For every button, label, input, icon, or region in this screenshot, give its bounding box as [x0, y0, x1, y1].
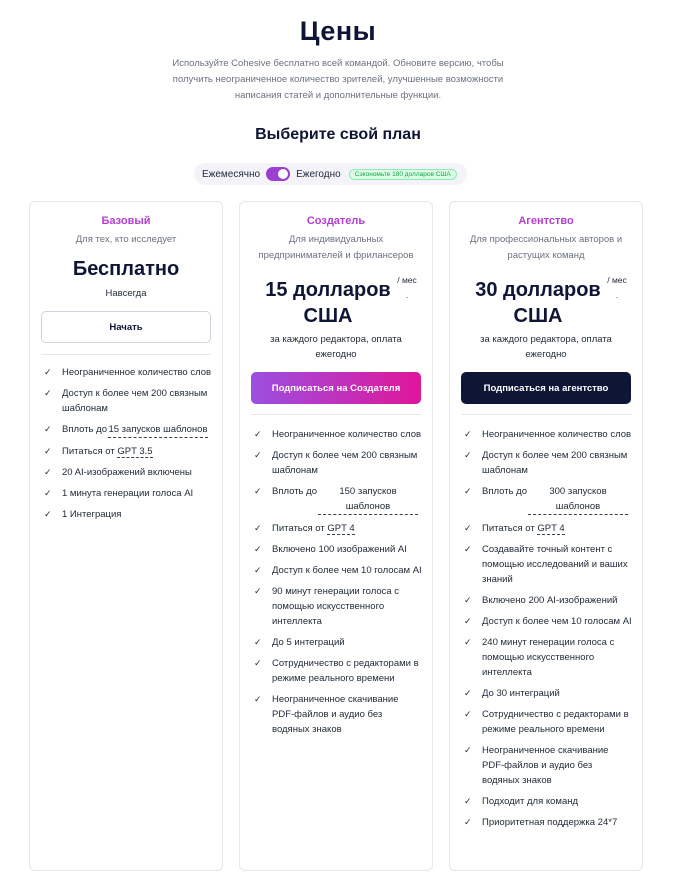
check-icon: ✓ [254, 637, 262, 647]
check-icon: ✓ [464, 523, 472, 533]
check-icon: ✓ [464, 544, 472, 554]
feature-item [254, 542, 422, 557]
feature-item [464, 448, 632, 478]
check-icon: ✓ [44, 424, 52, 434]
start-button[interactable]: Начать [41, 311, 211, 343]
feature-item [464, 743, 632, 788]
save-badge: Сэкономьте 180 долларов США [349, 169, 457, 180]
check-icon: ✓ [254, 486, 262, 496]
price-billing-note: за каждого редактора, оплата ежегодно [270, 334, 402, 360]
plan-price: 30 долларов США [475, 279, 601, 327]
check-icon: ✓ [464, 595, 472, 605]
feature-text: Неограниченное скачивание PDF-файлов и аудио без водяных знаков [482, 745, 609, 786]
feature-text: Приоритетная поддержка 24*7 [482, 817, 618, 828]
feature-item [44, 386, 212, 416]
feature-item [254, 692, 422, 737]
feature-text: Доступ к более чем 200 связным шаблонам [272, 450, 418, 476]
check-icon: ✓ [44, 367, 52, 377]
plan-name: Создатель [306, 215, 366, 227]
feature-text: 1 минута генерации голоса AI [62, 488, 194, 499]
toggle-knob [278, 169, 288, 179]
model-tooltip[interactable]: GPT 3.5 [117, 446, 153, 457]
check-icon: ✓ [254, 658, 262, 668]
plan-name: Базовый [101, 215, 151, 227]
feature-item [464, 427, 632, 442]
feature-text: 1 Интеграция [62, 509, 122, 520]
billing-period-switch [194, 163, 467, 185]
feature-text: Доступ к более чем 10 голосам AI [272, 565, 422, 576]
feature-text: Неограниченное скачивание PDF-файлов и аудио без водяных знаков [272, 694, 399, 735]
feature-item [464, 815, 632, 830]
feature-item [254, 635, 422, 650]
subscribe-creator-button[interactable]: Подписаться на Создателя [251, 372, 421, 404]
feature-text: Сотрудничество с редакторами в режиме реального времени [482, 709, 629, 735]
check-icon: ✓ [254, 429, 262, 439]
feature-item [254, 563, 422, 578]
divider [41, 354, 211, 355]
plan-price: Бесплатно [72, 258, 180, 280]
divider [251, 414, 421, 415]
feature-list [254, 427, 422, 743]
feature-text: Создавайте точный контент с помощью исследований и ваших знаний [482, 544, 628, 585]
feature-list [44, 365, 212, 528]
check-icon: ✓ [44, 388, 52, 398]
feature-text: Неограниченное количество слов [62, 367, 212, 378]
check-icon: ✓ [254, 694, 262, 704]
price-billing-note: за каждого редактора, оплата ежегодно [480, 334, 612, 360]
check-icon: ✓ [44, 509, 52, 519]
subscribe-agency-button[interactable]: Подписаться на агентство [461, 372, 631, 404]
model-tooltip[interactable]: GPT 4 [537, 523, 565, 534]
page-subtitle: Используйте Cohesive бесплатно всей командой. Обновите версию, чтобы получить неограниченное количество зрителей, улучшенные возможности написания статей и дополнительные функции. [172, 58, 504, 101]
feature-item [464, 614, 632, 629]
feature-prefix: Вплоть до [482, 486, 527, 497]
feature-item [44, 486, 212, 501]
feature-text: Подходит для команд [482, 796, 579, 807]
feature-item [254, 656, 422, 686]
feature-prefix: Питаться от [482, 523, 535, 534]
check-icon: ✓ [254, 450, 262, 460]
feature-prefix: Вплоть до [62, 424, 107, 435]
feature-text: 240 минут генерации голоса с помощью искусственного интеллекта [482, 637, 615, 678]
check-icon: ✓ [44, 467, 52, 477]
feature-text: Доступ к более чем 200 связным шаблонам [62, 388, 208, 414]
check-icon: ✓ [464, 688, 472, 698]
feature-text: Доступ к более чем 10 голосам AI [482, 616, 632, 627]
feature-prefix: Питаться от [272, 523, 325, 534]
feature-item [464, 593, 632, 608]
billing-toggle[interactable] [266, 167, 290, 181]
feature-text: Включено 200 AI-изображений [482, 595, 618, 606]
billing-monthly-label[interactable]: Ежемесячно [202, 168, 261, 180]
check-icon: ✓ [254, 523, 262, 533]
feature-text: До 5 интеграций [272, 637, 345, 648]
check-icon: ✓ [464, 745, 472, 755]
check-icon: ✓ [464, 637, 472, 647]
check-icon: ✓ [44, 488, 52, 498]
feature-list [464, 427, 632, 836]
plan-price: 15 долларов США [265, 279, 391, 327]
feature-item [464, 794, 632, 809]
feature-item [464, 521, 632, 536]
check-icon: ✓ [464, 709, 472, 719]
feature-prefix: Питаться от [62, 446, 115, 457]
check-icon: ✓ [464, 817, 472, 827]
feature-text: До 30 интеграций [482, 688, 560, 699]
check-icon: ✓ [464, 796, 472, 806]
plan-heading: Выберите свой план [255, 126, 421, 143]
feature-item [254, 584, 422, 629]
divider [461, 414, 631, 415]
price-unit: / мес . [607, 275, 627, 300]
feature-text: Включено 100 изображений AI [272, 544, 407, 555]
feature-item [464, 707, 632, 737]
feature-prefix: Вплоть до [272, 486, 317, 497]
price-note: Навсегда [105, 288, 147, 299]
check-icon: ✓ [44, 446, 52, 456]
feature-item [254, 427, 422, 442]
plan-description: Для индивидуальных предпринимателей и фрилансеров [258, 234, 414, 261]
plan-card-basic [29, 201, 223, 871]
page-title: Цены [299, 16, 377, 46]
check-icon: ✓ [464, 486, 472, 496]
plan-name: Агентство [518, 215, 574, 227]
plan-card-creator [239, 201, 433, 871]
plan-description: Для тех, кто исследует [75, 234, 177, 245]
check-icon: ✓ [464, 429, 472, 439]
feature-text: Сотрудничество с редакторами в режиме реального времени [272, 658, 419, 684]
feature-text: Неограниченное количество слов [272, 429, 422, 440]
plan-card-agency [449, 201, 643, 871]
feature-text: Неограниченное количество слов [482, 429, 632, 440]
template-runs-tooltip[interactable]: 300 запусков шаблонов [528, 484, 628, 515]
feature-item [254, 521, 422, 536]
feature-text: 20 AI-изображений включены [62, 467, 192, 478]
plan-description: Для профессиональных авторов и растущих команд [469, 234, 623, 261]
template-runs-tooltip[interactable]: 150 запусков шаблонов [318, 484, 418, 515]
price-unit: / мес . [397, 275, 417, 300]
check-icon: ✓ [464, 450, 472, 460]
model-tooltip[interactable]: GPT 4 [327, 523, 355, 534]
feature-item [44, 465, 212, 480]
check-icon: ✓ [464, 616, 472, 626]
feature-item [464, 635, 632, 680]
billing-yearly-label[interactable]: Ежегодно [296, 168, 341, 180]
feature-text: Доступ к более чем 200 связным шаблонам [482, 450, 628, 476]
feature-item [44, 444, 212, 459]
check-icon: ✓ [254, 586, 262, 596]
feature-item [464, 484, 632, 515]
check-icon: ✓ [254, 565, 262, 575]
feature-item [254, 448, 422, 478]
feature-item [464, 686, 632, 701]
template-runs-tooltip[interactable]: 15 запусков шаблонов [108, 422, 208, 438]
feature-item [254, 484, 422, 515]
feature-item [464, 542, 632, 587]
feature-item [44, 365, 212, 380]
check-icon: ✓ [254, 544, 262, 554]
feature-text: 90 минут генерации голоса с помощью искусственного интеллекта [272, 586, 400, 627]
feature-item [44, 507, 212, 522]
feature-item [44, 422, 212, 438]
